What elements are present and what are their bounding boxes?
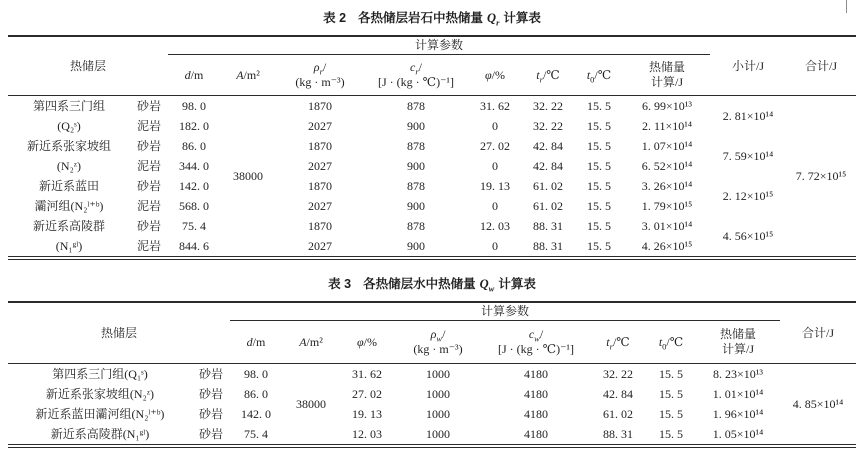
cell-rho: 1870: [308, 178, 333, 193]
cell-lithology: 砂岩: [137, 178, 162, 193]
table3-water-heat-storage: [8, 301, 856, 448]
table3-title-suffix: 计算表: [498, 277, 536, 291]
cell-heat: 1. 79×10¹⁵: [641, 198, 693, 213]
cell-phi: 12. 03: [352, 426, 383, 441]
cell-c: 4180: [524, 366, 549, 381]
cell-d: 182. 0: [179, 118, 210, 133]
header-tr: [522, 55, 574, 96]
table-row: [8, 424, 856, 446]
var-tr: t: [606, 334, 610, 349]
table-row: [8, 216, 856, 236]
c-slash: /: [418, 60, 422, 74]
var-d: d: [184, 67, 191, 82]
cell-d: 75. 4: [244, 426, 269, 441]
unit-tr: /℃: [612, 334, 630, 349]
cell-reservoir-name: 第四系三门组: [32, 98, 105, 113]
header-c-unit: [J · (kg · ℃)⁻¹]: [498, 342, 575, 356]
table3-title-number: 表 3: [328, 277, 352, 291]
unit-tr: /℃: [542, 67, 560, 82]
cell-heat: 1. 05×10¹⁴: [712, 426, 764, 441]
cell-c: 900: [407, 198, 426, 213]
cell-rho: 1000: [426, 406, 451, 421]
cell-c: 4180: [524, 406, 549, 421]
var-tr-sub: r: [539, 73, 543, 84]
cell-rho: 1870: [308, 138, 333, 153]
header-heat-line2: 计算/J: [651, 75, 684, 89]
rho-slash: /: [322, 60, 327, 74]
cell-reservoir-name: 新近系张家坡组(N₂ᶻ): [45, 386, 155, 401]
cell-t0: 15. 5: [659, 366, 684, 381]
cell-heat: 3. 01×10¹⁴: [641, 218, 693, 233]
unit-d: /m: [252, 334, 266, 349]
cell-c: 878: [407, 98, 426, 113]
header-t0: [574, 55, 624, 96]
table2-title-text: 各热储层岩石中热储量: [358, 11, 484, 25]
cell-heat: 6. 52×10¹⁴: [641, 158, 693, 173]
cell-reservoir-name: 灞河组(N₂ˡ⁺ᵇ): [34, 198, 104, 213]
unit-t0: /℃: [666, 334, 684, 349]
cell-phi: 31. 62: [480, 98, 511, 113]
header-c: [364, 55, 468, 96]
header-total: 合计/J: [786, 36, 856, 96]
unit-area: /m²: [243, 67, 260, 82]
table2-title-suffix: 计算表: [503, 11, 541, 25]
cell-d: 142. 0: [241, 406, 272, 421]
cell-t0: 15. 5: [587, 238, 612, 253]
cell-c: 900: [407, 118, 426, 133]
page-corner-mark: [846, 0, 847, 13]
cell-rho: 1870: [308, 218, 333, 233]
table3-title-symbol-sub: w: [488, 283, 495, 294]
cell-c: 900: [407, 238, 426, 253]
cell-heat: 4. 26×10¹⁵: [641, 238, 693, 253]
cell-heat: 1. 01×10¹⁴: [712, 386, 764, 401]
cell-lithology: 砂岩: [137, 218, 162, 233]
cell-lithology: 砂岩: [137, 98, 162, 113]
header-c-unit: [J · (kg · ℃)⁻¹]: [378, 75, 455, 89]
cell-tr: 42. 84: [603, 386, 634, 401]
cell-d: 98. 0: [244, 366, 269, 381]
header-c-line1: [364, 60, 468, 75]
table-row: [8, 404, 856, 424]
var-c-sub: w: [534, 333, 540, 344]
cell-c: 900: [407, 158, 426, 173]
header-area: [282, 321, 340, 364]
header-rho-unit: (kg · m⁻³): [413, 342, 463, 356]
cell-lithology: 砂岩: [137, 138, 162, 153]
cell-subtotal: 2. 81×10¹⁴: [722, 108, 774, 123]
cell-tr: 32. 22: [533, 118, 564, 133]
cell-reservoir-name: 新近系蓝田灞河组(N₂ˡ⁺ᵇ): [35, 406, 165, 421]
header-calc-params: 计算参数: [168, 36, 710, 55]
var-t0-sub: 0: [662, 340, 667, 351]
cell-rho: 2027: [308, 118, 333, 133]
header-phi: [468, 55, 522, 96]
unit-area: /m²: [306, 334, 323, 349]
cell-phi: 31. 62: [352, 366, 383, 381]
header-d: [230, 321, 282, 364]
header-subtotal: 小计/J: [710, 36, 786, 96]
var-c: c: [528, 327, 535, 341]
cell-tr: 42. 84: [533, 158, 564, 173]
cell-phi: 0: [492, 118, 499, 133]
cell-d: 142. 0: [179, 178, 210, 193]
cell-lithology: 泥岩: [137, 238, 162, 253]
cell-tr: 61. 02: [603, 406, 634, 421]
cell-subtotal: 4. 56×10¹⁵: [722, 228, 774, 243]
cell-phi: 0: [492, 238, 499, 253]
cell-reservoir-name: (N₂ᶻ): [56, 158, 82, 173]
header-rho: [394, 321, 482, 364]
table-row: [8, 96, 856, 117]
cell-lithology: 砂岩: [199, 426, 224, 441]
cell-t0: 15. 5: [587, 118, 612, 133]
table-row: [8, 364, 856, 385]
var-phi: φ: [357, 334, 364, 349]
var-t0: t: [586, 67, 591, 82]
cell-phi: 0: [492, 158, 499, 173]
var-phi: φ: [485, 67, 492, 82]
table-row: [8, 176, 856, 196]
cell-heat: 2. 11×10¹⁴: [641, 118, 693, 133]
cell-tr: 61. 02: [533, 198, 564, 213]
var-t0-sub: 0: [590, 73, 595, 84]
header-total: 合计/J: [780, 302, 856, 364]
cell-tr: 32. 22: [533, 98, 564, 113]
cell-t0: 15. 5: [587, 158, 612, 173]
cell-reservoir-name: (Q₂ˢ): [57, 118, 81, 133]
table3-title-text: 各热储层水中热储量: [363, 277, 476, 291]
cell-t0: 15. 5: [659, 406, 684, 421]
cell-phi: 0: [492, 198, 499, 213]
var-rho: ρ: [430, 327, 437, 341]
cell-c: 878: [407, 178, 426, 193]
cell-tr: 88. 31: [533, 238, 564, 253]
cell-reservoir-name: 新近系张家坡组: [26, 138, 111, 153]
header-heat: [696, 321, 780, 364]
table3-header-row1: [8, 302, 856, 321]
var-rho-sub: w: [436, 333, 443, 344]
var-rho: ρ: [313, 60, 320, 74]
header-heat-line1: 热储量: [649, 60, 686, 74]
cell-rho: 2027: [308, 238, 333, 253]
var-c: c: [410, 60, 416, 74]
cell-phi: 19. 13: [480, 178, 511, 193]
cell-tr: 42. 84: [533, 138, 564, 153]
table-row: [8, 136, 856, 156]
cell-rho: 1870: [308, 98, 333, 113]
cell-tr: 61. 02: [533, 178, 564, 193]
cell-rho: 1000: [426, 426, 451, 441]
table3-title-symbol: Q: [479, 277, 489, 291]
header-area: [220, 55, 276, 96]
cell-area: 38000: [233, 168, 264, 183]
table2-header-row1: [8, 36, 856, 55]
unit-phi: /%: [363, 334, 377, 349]
header-tr: [590, 321, 646, 364]
cell-lithology: 泥岩: [137, 158, 162, 173]
cell-c: 878: [407, 218, 426, 233]
unit-phi: /%: [491, 67, 505, 82]
cell-t0: 15. 5: [587, 198, 612, 213]
header-t0: [646, 321, 696, 364]
header-c: [482, 321, 590, 364]
header-heat-line1: 热储量: [720, 327, 757, 341]
header-c-line1: [482, 327, 590, 342]
cell-rho: 2027: [308, 158, 333, 173]
cell-tr: 88. 31: [533, 218, 564, 233]
cell-lithology: 砂岩: [199, 386, 224, 401]
cell-t0: 15. 5: [587, 98, 612, 113]
table2-rock-heat-storage: [8, 35, 856, 260]
table2-title-symbol: Q: [487, 11, 497, 25]
cell-subtotal: 7. 59×10¹⁴: [722, 148, 774, 163]
header-heat: [624, 55, 710, 96]
cell-lithology: 砂岩: [199, 406, 224, 421]
var-c-sub: r: [415, 66, 419, 77]
header-rho-unit: (kg · m⁻³): [295, 75, 345, 89]
cell-d: 75. 4: [182, 218, 207, 233]
header-phi: [340, 321, 394, 364]
header-d: [168, 55, 220, 96]
cell-d: 86. 0: [182, 138, 207, 153]
unit-t0: /℃: [594, 67, 612, 82]
cell-tr: 88. 31: [603, 426, 634, 441]
cell-phi: 19. 13: [352, 406, 383, 421]
var-tr-sub: r: [609, 340, 613, 351]
cell-reservoir-name: (N₁ᵍˡ): [55, 238, 83, 253]
cell-d: 568. 0: [179, 198, 210, 213]
rho-slash: /: [442, 327, 446, 341]
cell-lithology: 泥岩: [137, 198, 162, 213]
cell-lithology: 砂岩: [199, 366, 224, 381]
table-row: [8, 384, 856, 404]
header-reservoir: 热储层: [8, 302, 230, 364]
var-area: A: [299, 334, 307, 349]
cell-t0: 15. 5: [587, 218, 612, 233]
cell-lithology: 泥岩: [137, 118, 162, 133]
cell-t0: 15. 5: [659, 386, 684, 401]
cell-heat: 8. 23×10¹³: [713, 366, 763, 381]
cell-d: 344. 0: [179, 158, 210, 173]
cell-c: 878: [407, 138, 426, 153]
cell-reservoir-name: 新近系高陵群(N₁ᵍˡ): [50, 426, 150, 441]
table2-title-symbol-sub: r: [496, 17, 500, 28]
cell-area: 38000: [296, 396, 327, 411]
var-rho-sub: r: [319, 66, 323, 77]
table2-title-number: 表 2: [323, 11, 347, 25]
var-d: d: [246, 334, 253, 349]
var-area: A: [236, 67, 244, 82]
table3-title: [8, 274, 856, 294]
cell-rho: 1000: [426, 366, 451, 381]
cell-reservoir-name: 第四系三门组(Q₁ˢ): [52, 366, 148, 381]
cell-heat: 3. 26×10¹⁴: [641, 178, 693, 193]
header-rho: [276, 55, 364, 96]
cell-rho: 2027: [308, 198, 333, 213]
cell-d: 98. 0: [182, 98, 207, 113]
cell-phi: 27. 02: [480, 138, 511, 153]
header-rho-line1: [276, 60, 364, 75]
cell-total: 4. 85×10¹⁴: [792, 396, 844, 411]
header-reservoir: 热储层: [8, 36, 168, 96]
var-t0: t: [658, 334, 663, 349]
cell-c: 4180: [524, 426, 549, 441]
cell-tr: 32. 22: [603, 366, 634, 381]
cell-t0: 15. 5: [587, 138, 612, 153]
header-heat-line2: 计算/J: [722, 342, 755, 356]
header-rho-line1: [394, 327, 482, 342]
cell-t0: 15. 5: [659, 426, 684, 441]
cell-rho: 1000: [426, 386, 451, 401]
cell-phi: 27. 02: [352, 386, 383, 401]
cell-subtotal: 2. 12×10¹⁵: [722, 188, 774, 203]
cell-heat: 1. 07×10¹⁴: [641, 138, 693, 153]
cell-phi: 12. 03: [480, 218, 511, 233]
unit-d: /m: [190, 67, 204, 82]
cell-t0: 15. 5: [587, 178, 612, 193]
cell-heat: 1. 96×10¹⁴: [712, 406, 764, 421]
cell-heat: 6. 99×10¹³: [642, 98, 692, 113]
cell-c: 4180: [524, 386, 549, 401]
cell-total: 7. 72×10¹⁵: [795, 168, 847, 183]
c-slash: /: [539, 327, 544, 341]
cell-d: 844. 6: [179, 238, 210, 253]
table2-title: [8, 8, 856, 28]
header-calc-params: 计算参数: [230, 302, 780, 321]
cell-reservoir-name: 新近系蓝田: [38, 178, 99, 193]
cell-d: 86. 0: [244, 386, 269, 401]
cell-reservoir-name: 新近系高陵群: [32, 218, 105, 233]
var-tr: t: [536, 67, 540, 82]
